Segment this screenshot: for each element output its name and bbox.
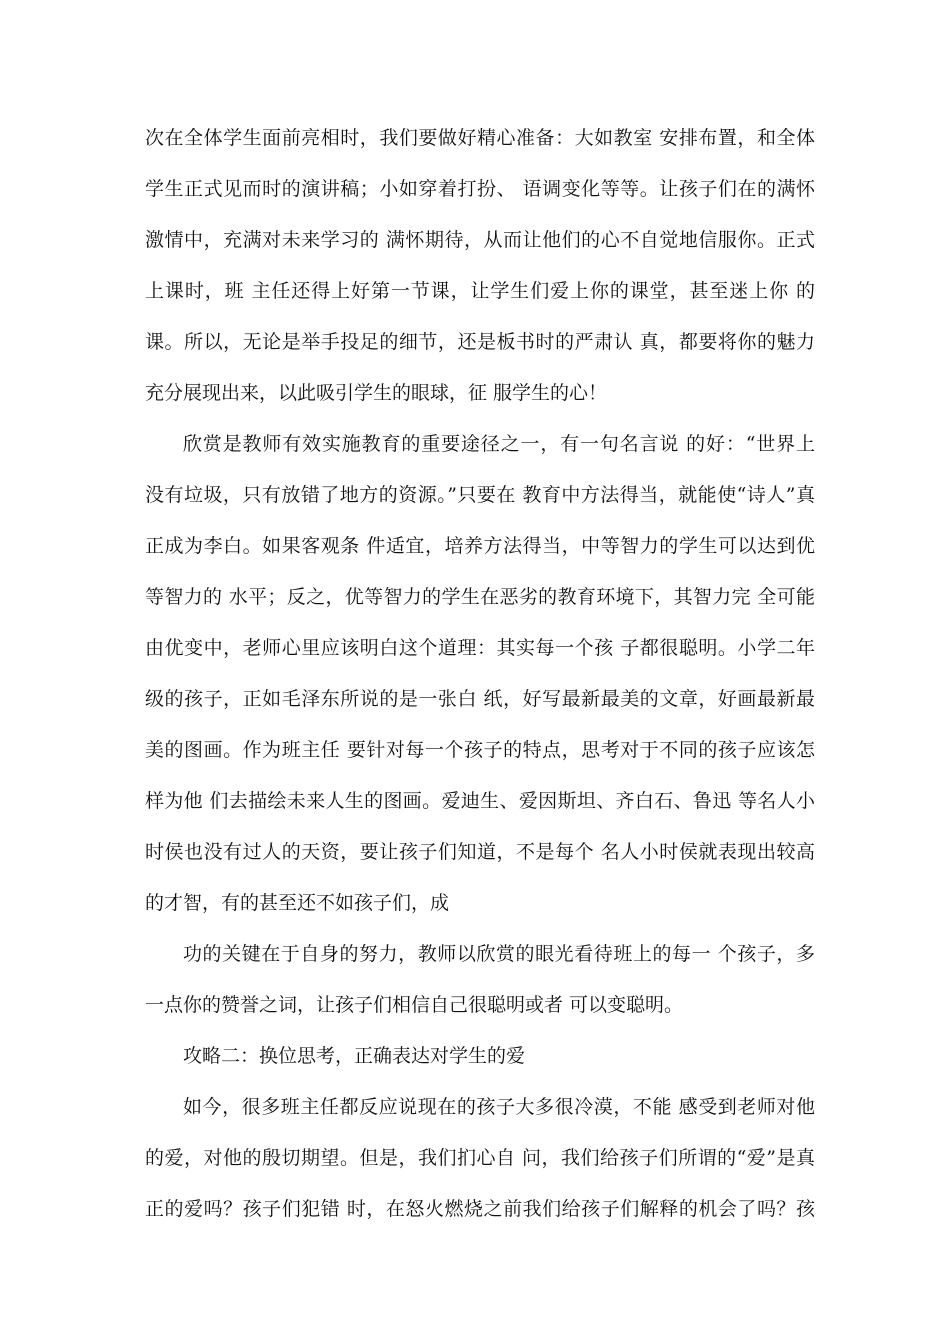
paragraph-first-line: 功的关键在于自身的努力，教师以欣赏的眼光看待班上的每一 个孩子，多 [183,943,815,965]
text-line: 由优变中，老师心里应该明白这个道理：其实每一个孩 子都很聪明。小学二年 [145,637,815,659]
text-line: 等智力的 水平；反之，优等智力的学生在恶劣的教育环境下，其智力完 全可能 [145,586,815,608]
text-line: 上课时，班 主任还得上好第一节课，让学生们爱上你的课堂，甚至迷上你 的 [145,280,815,302]
text-line: 正的爱吗？孩子们犯错 时，在怒火燃烧之前我们给孩子们解释的机会了吗？孩 [145,1198,815,1220]
paragraph-first-line: 欣赏是教师有效实施教育的重要途径之一，有一句名言说 的好：“世界上 [183,433,815,455]
section-heading: 攻略二：换位思考，正确表达对学生的爱 [183,1045,526,1067]
text-line: 次在全体学生面前亮相时，我们要做好精心准备：大如教室 安排布置，和全体 [145,127,815,149]
text-line: 一点你的赞誉之词，让孩子们相信自己很聪明或者 可以变聪明。 [145,994,684,1016]
text-line: 级的孩子，正如毛泽东所说的是一张白 纸，好写最新最美的文章，好画最新最 [145,688,815,710]
text-line: 时侯也没有过人的天资，要让孩子们知道，不是每个 名人小时侯就表现出较高 [145,841,815,863]
text-line: 正成为李白。如果客观条 件适宜，培养方法得当，中等智力的学生可以达到优 [145,535,815,557]
text-line: 的爱，对他的殷切期望。但是，我们扪心自 问，我们给孩子们所谓的“爱”是真 [145,1147,815,1169]
text-line: 课。所以，无论是举手投足的细节，还是板书时的严肃认 真，都要将你的魅力 [145,331,815,353]
text-line: 学生正式见而时的演讲稿；小如穿着打扮、 语调变化等等。让孩子们在的满怀 [145,178,815,200]
text-line: 充分展现出来，以此吸引学生的眼球，征 服学生的心！ [145,382,608,404]
paragraph-first-line: 如今，很多班主任都反应说现在的孩子大多很冷漠，不能 感受到老师对他 [183,1096,815,1118]
text-line: 激情中，充满对未来学习的 满怀期待，从而让他们的心不自觉地信服你。正式 [145,229,815,251]
text-line: 的才智，有的甚至还不如孩子们，成 [145,892,450,914]
text-line: 样为他 们去描绘未来人生的图画。爱迪生、爱因斯坦、齐白石、鲁迅 等名人小 [145,790,815,812]
text-line: 美的图画。作为班主任 要针对每一个孩子的特点，思考对于不同的孩子应该怎 [145,739,815,761]
text-line: 没有垃圾，只有放错了地方的资源。”只要在 教育中方法得当，就能使“诗人”真 [145,484,815,506]
